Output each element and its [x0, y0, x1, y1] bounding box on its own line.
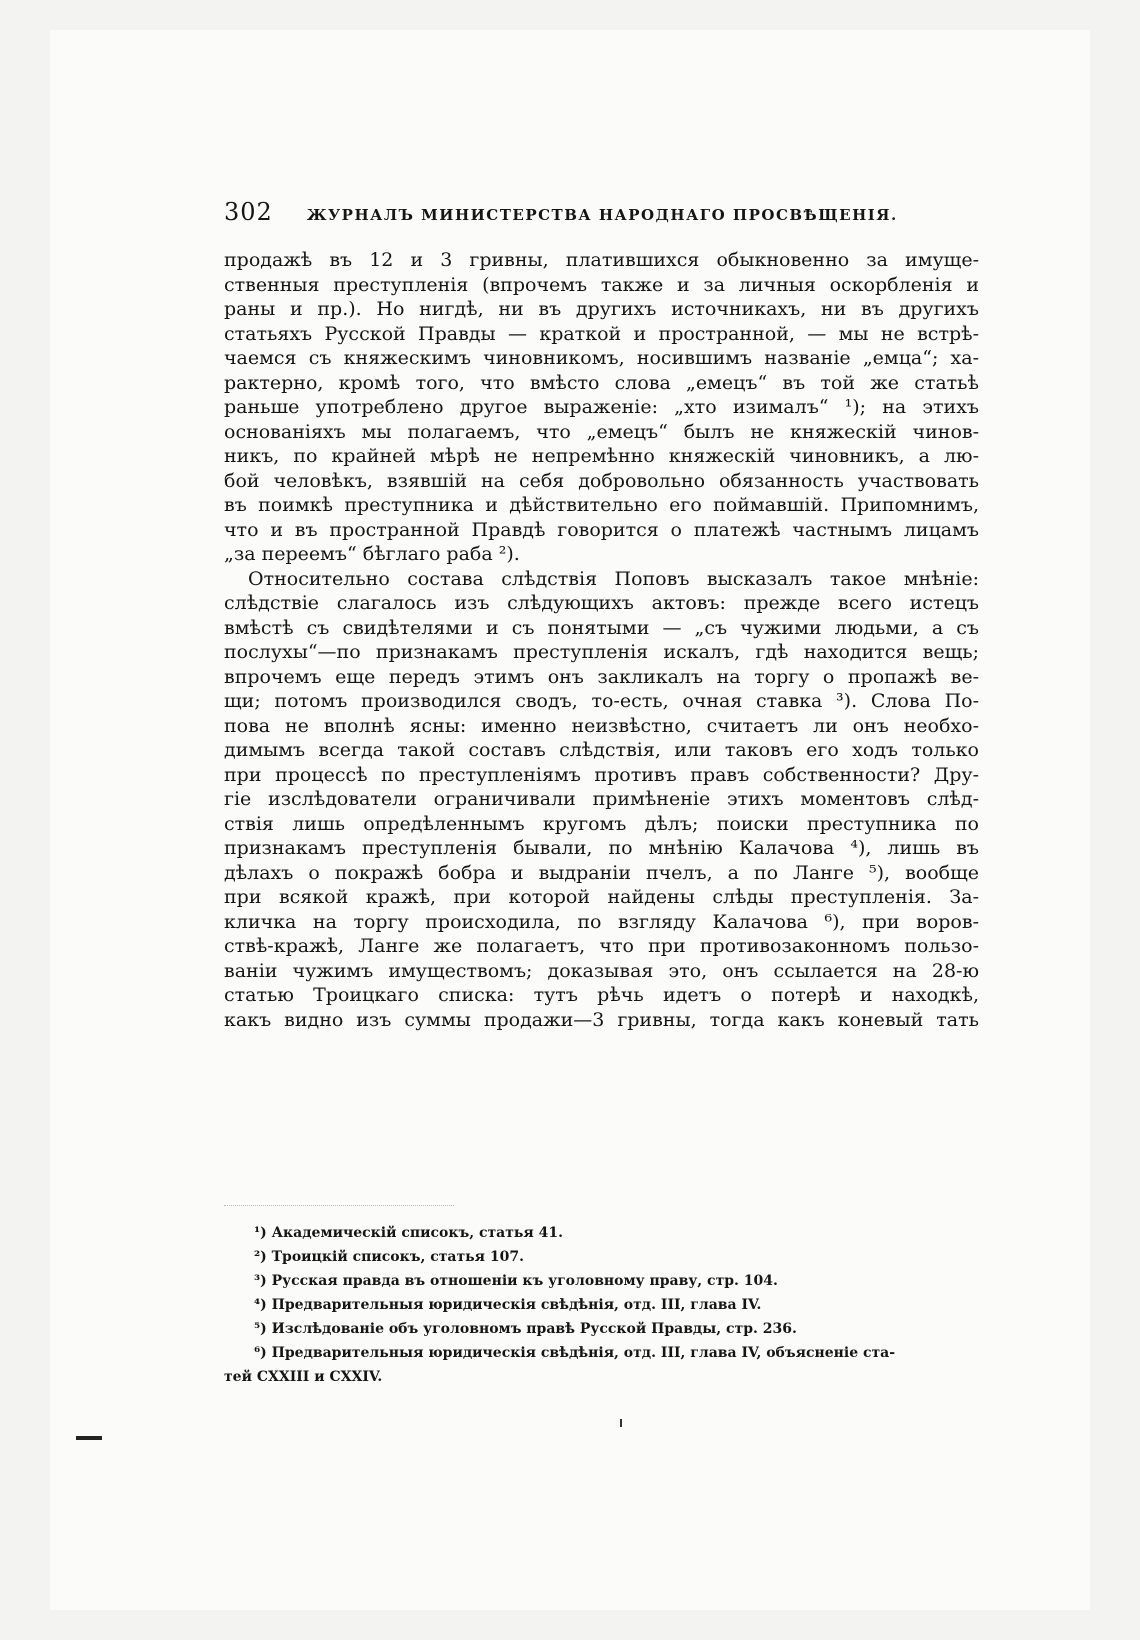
- running-title: ЖУРНАЛЪ МИНИСТЕРСТВА НАРОДНАГО ПРОСВѢЩЕНІЯ.: [306, 206, 898, 224]
- print-mark: [620, 1419, 622, 1427]
- footnote: ²) Троицкій списокъ, статья 107.: [254, 1249, 524, 1265]
- text-line: статьяхъ Русской Правды — краткой и пространной, — мы не встрѣ-: [224, 322, 979, 345]
- text-line: чаемся съ княжескимъ чиновникомъ, носившимъ названіе „емца“; ха-: [224, 347, 979, 369]
- page-number: 302: [224, 198, 273, 226]
- footnote: ⁶) Предварительныя юридическія свѣдѣнія, отд. III, глава IV, объясненіе ста-: [254, 1345, 896, 1361]
- footnote: ³) Русская правда въ отношеніи къ уголовному праву, стр. 104.: [254, 1273, 778, 1289]
- footnote-separator: [224, 1205, 454, 1206]
- footnote: ⁴) Предварительныя юридическія свѣдѣнія, отд. III, глава IV.: [254, 1297, 762, 1313]
- text-line: „за переемъ“ бѣглаго раба ²).: [224, 543, 520, 565]
- text-line: кличка на торгу происходила, по взгляду Калачова ⁶), при воров-: [224, 910, 979, 933]
- text-line: гіе изслѣдователи ограничивали примѣненіе этихъ моментовъ слѣд-: [224, 788, 979, 810]
- text-line: ствѣ-кражѣ, Ланге же полагаетъ, что при противозаконномъ пользо-: [224, 935, 979, 957]
- margin-dash-mark: [76, 1436, 102, 1440]
- text-line: ваніи чужимъ имуществомъ; доказывая это, онъ ссылается на 28-ю: [224, 959, 979, 982]
- text-line: пова не вполнѣ ясны: именно неизвѣстно, считаетъ ли онъ необхо-: [224, 714, 979, 737]
- text-line: въ поимкѣ преступника и дѣйствительно его поймавшій. Припомнимъ,: [224, 494, 979, 516]
- text-line: какъ видно изъ суммы продажи—3 гривны, тогда какъ коневый тать: [224, 1008, 979, 1031]
- page-header: [224, 198, 980, 226]
- text-line: щи; потомъ производился сводъ, то-есть, очная ставка ³). Слова По-: [224, 690, 979, 712]
- text-line: Относительно состава слѣдствія Поповъ высказалъ такое мнѣніе:: [248, 567, 979, 590]
- text-line: при процессѣ по преступленіямъ противъ правъ собственности? Дру-: [224, 763, 979, 786]
- text-line: продажѣ въ 12 и 3 гривны, платившихся обыкновенно за имуще-: [224, 249, 979, 271]
- footnote-continuation: тей CXXIII и CXXIV.: [224, 1369, 383, 1385]
- text-line: что и въ пространной Правдѣ говорится о платежѣ частнымъ лицамъ: [224, 518, 979, 541]
- text-line: раньше употреблено другое выраженіе: „хто изималъ“ ¹); на этихъ: [224, 396, 979, 418]
- text-line: слѣдствіе слагалось изъ слѣдующихъ актовъ: прежде всего истецъ: [224, 592, 979, 614]
- text-line: ствія лишь опредѣленнымъ кругомъ дѣлъ; поиски преступника по: [224, 812, 979, 835]
- text-line: дѣлахъ о покражѣ бобра и выдраніи пчелъ, а по Ланге ⁵), вообще: [224, 861, 979, 884]
- text-line: бой человѣкъ, взявшій на себя добровольно обязанность участвовать: [224, 469, 979, 492]
- text-line: статью Троицкаго списка: тутъ рѣчь идетъ о потерѣ и находкѣ,: [224, 984, 979, 1006]
- text-line: димымъ всегда такой составъ слѣдствія, или таковъ его ходъ только: [224, 739, 979, 761]
- text-line: признакамъ преступленія бывали, по мнѣнію Калачова ⁴), лишь въ: [224, 837, 979, 859]
- text-line: послухы“—по признакамъ преступленія искалъ, гдѣ находится вещь;: [224, 641, 979, 663]
- footnote: ⁵) Изслѣдованіе объ уголовномъ правѣ Русской Правды, стр. 236.: [254, 1321, 797, 1337]
- footnote: ¹) Академическій списокъ, статья 41.: [254, 1225, 563, 1241]
- text-line: раны и пр.). Но нигдѣ, ни въ другихъ источникахъ, ни въ другихъ: [224, 298, 979, 320]
- text-line: вмѣстѣ съ свидѣтелями и съ понятыми — „съ чужими людьми, а съ: [224, 616, 979, 639]
- text-line: основаніяхъ мы полагаемъ, что „емецъ“ былъ не княжескій чинов-: [224, 420, 979, 443]
- text-line: при всякой кражѣ, при которой найдены слѣды преступленія. За-: [224, 886, 979, 908]
- main-text: [224, 248, 979, 1032]
- text-line: ственныя преступленія (впрочемъ также и за личныя оскорбленія и: [224, 273, 979, 296]
- footnotes: [224, 1221, 979, 1389]
- text-line: никъ, по крайней мѣрѣ не непремѣнно княжескій чиновникъ, а лю-: [224, 445, 979, 467]
- text-line: впрочемъ еще передъ этимъ онъ закликалъ на торгу о пропажѣ ве-: [224, 665, 979, 688]
- text-line: рактерно, кромѣ того, что вмѣсто слова „емецъ“ въ той же статьѣ: [224, 371, 979, 394]
